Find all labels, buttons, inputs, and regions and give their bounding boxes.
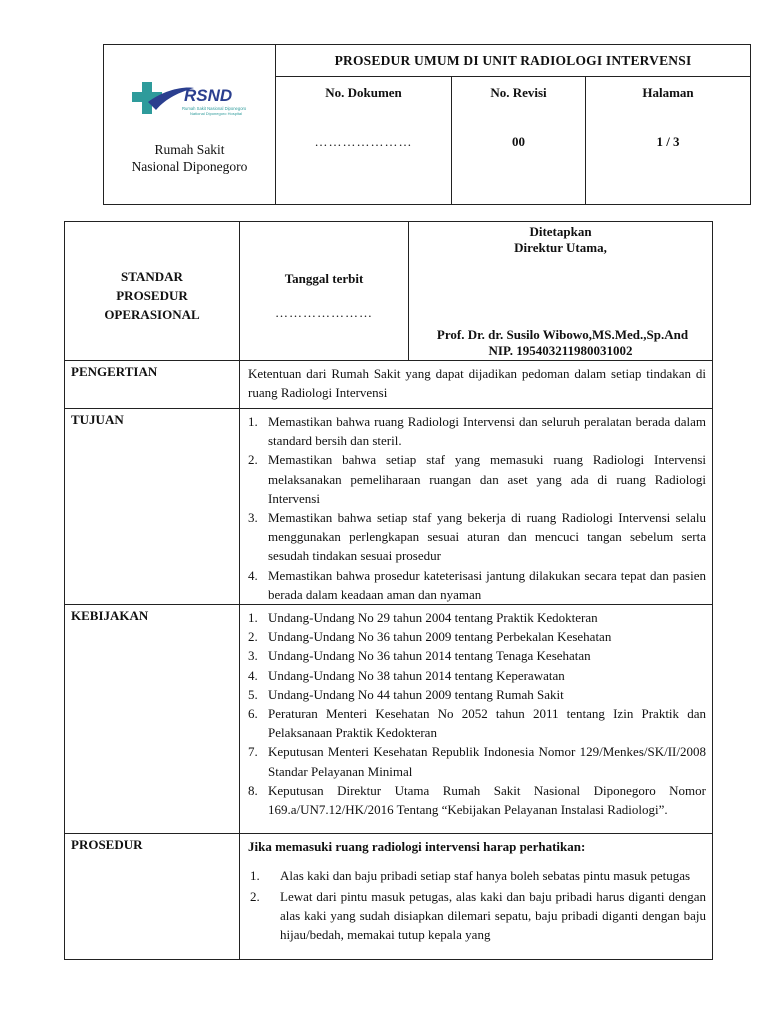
logo-subtext-1: Rumah Sakit Nasional Diponegoro: [181, 106, 246, 111]
prosedur-item-text: Lewat dari pintu masuk petugas, alas kaki dan baju pribadi harus diganti dengan alas kaki yang sudah disiapkan dilemari sepatu, baju pribadi diganti dengan baju hijau/bedah, memakai tutup kepala yang: [280, 888, 706, 943]
tujuan-item-number: 3.: [248, 510, 258, 526]
kebijakan-item-number: 6.: [248, 706, 258, 722]
kebijakan-item-number: 5.: [248, 686, 258, 702]
tujuan-item-number: 2.: [248, 452, 258, 468]
tujuan-item-number: 4.: [248, 567, 258, 583]
pengertian-text: Ketentuan dari Rumah Sakit yang dapat dijadikan pedoman dalam setiap tindakan di ruang Radiologi Intervensi: [240, 361, 713, 409]
kebijakan-item: [248, 685, 706, 704]
tanggal-terbit-cell: [240, 222, 409, 361]
signatory-nip: NIP. 195403211980031002: [488, 343, 633, 358]
ditetapkan-cell: [409, 222, 713, 361]
prosedur-label: PROSEDUR: [65, 834, 240, 960]
kebijakan-item-text: Undang-Undang No 36 tahun 2009 tentang Perbekalan Kesehatan: [268, 629, 612, 645]
hospital-identity-cell: [104, 45, 276, 205]
prosedur-list: [248, 866, 706, 944]
prosedur-item: [250, 887, 706, 945]
direktur-label: Direktur Utama,: [514, 240, 607, 255]
no-dokumen-cell: [276, 77, 452, 205]
logo-text: RSND: [183, 86, 232, 105]
kebijakan-item-text: Keputusan Menteri Kesehatan Republik Indonesia Nomor 129/Menkes/SK/II/2008 Standar Pelayanan Minimal: [268, 744, 706, 779]
prosedur-intro: Jika memasuki ruang radiologi intervensi harap perhatikan:: [248, 839, 586, 855]
tujuan-item-number: 1.: [248, 414, 258, 429]
kebijakan-content: [240, 605, 713, 834]
hospital-name: Rumah Sakit Nasional Diponegoro: [131, 142, 248, 174]
prosedur-item-text: Alas kaki dan baju pribadi setiap staf hanya boleh sebatas pintu masuk petugas: [280, 868, 691, 884]
kebijakan-item-text: Undang-Undang No 44 tahun 2009 tentang Rumah Sakit: [268, 686, 564, 702]
tujuan-label: TUJUAN: [65, 409, 240, 605]
tujuan-item: [248, 566, 706, 604]
no-revisi-cell: [452, 77, 586, 205]
kebijakan-item-text: Keputusan Direktur Utama Rumah Sakit Nasional Diponegoro Nomor 169.a/UN7.12/HK/2016 Tentang “Kebijakan Pelayanan Instalasi Radiologi”.: [268, 782, 706, 818]
tujuan-list: [248, 412, 706, 604]
tujuan-item: [248, 450, 706, 508]
no-revisi-value: 00: [512, 134, 525, 149]
halaman-label: Halaman: [642, 85, 694, 100]
kebijakan-item-text: Undang-Undang No 29 tahun 2004 tentang Praktik Kedokteran: [268, 610, 598, 626]
kebijakan-item: [248, 781, 706, 819]
document-title: PROSEDUR UMUM DI UNIT RADIOLOGI INTERVENSI: [276, 45, 751, 77]
tanggal-terbit-value: …………………: [275, 304, 373, 320]
kebijakan-list: [248, 608, 706, 819]
kebijakan-item-text: Undang-Undang No 36 tahun 2014 tentang Tenaga Kesehatan: [268, 648, 591, 664]
tujuan-item-text: Memastikan bahwa ruang Radiologi Intervensi dan seluruh peralatan berada dalam standard bersih dan steril.: [268, 414, 706, 449]
sop-table: [64, 221, 713, 960]
prosedur-item: [250, 866, 706, 885]
kebijakan-label: KEBIJAKAN: [65, 605, 240, 834]
halaman-cell: [586, 77, 751, 205]
kebijakan-item: [248, 704, 706, 742]
no-dokumen-value: …………………: [314, 134, 413, 149]
prosedur-content: [240, 834, 713, 960]
prosedur-item-number: 2.: [250, 888, 260, 904]
tujuan-content: [240, 409, 713, 605]
kebijakan-item-number: 7.: [248, 744, 258, 760]
tujuan-item-text: Memastikan bahwa setiap staf yang bekerja di ruang Radiologi Intervensi selalu menggunakan perlengkapan sesuai aturan dan mencuci tangan sebelum serta sesudah tindakan sesuai prosedur: [268, 510, 706, 564]
kebijakan-item: [248, 742, 706, 780]
tujuan-item-text: Memastikan bahwa prosedur kateterisasi jantung dilakukan secara tepat dan pasien berada dalam keadaan aman dan nyaman: [268, 567, 706, 602]
kebijakan-item-number: 2.: [248, 629, 258, 645]
tujuan-item: [248, 412, 706, 450]
tujuan-item-text: Memastikan bahwa setiap staf yang memasuki ruang Radiologi Intervensi melaksanakan pemeliharaan ruangan dan aset yang ada di ruang Radiologi Intervensi: [268, 452, 706, 506]
kebijakan-item-number: 1.: [248, 610, 258, 626]
signatory-name: Prof. Dr. dr. Susilo Wibowo,MS.Med.,Sp.And: [436, 327, 689, 342]
hospital-logo: [128, 76, 252, 126]
kebijakan-item-text: Undang-Undang No 38 tahun 2014 tentang Keperawatan: [268, 667, 565, 683]
tujuan-item: [248, 508, 706, 566]
sop-title-cell: STANDAR PROSEDUR OPERASIONAL: [65, 222, 240, 361]
kebijakan-item: [248, 646, 706, 665]
tanggal-terbit-label: Tanggal terbit: [284, 270, 364, 286]
ditetapkan-label: Ditetapkan: [529, 224, 592, 239]
kebijakan-item: [248, 627, 706, 646]
logo-subtext-2: National Diponegoro Hospital: [189, 111, 242, 116]
halaman-value: 1 / 3: [656, 134, 680, 149]
kebijakan-item: [248, 666, 706, 685]
document-header-table: [103, 44, 751, 205]
kebijakan-item-text: Peraturan Menteri Kesehatan No 2052 tahun 2011 tentang Izin Praktik dan Pelaksanaan Praktik Kedokteran: [268, 706, 706, 741]
kebijakan-item-number: 8.: [248, 782, 258, 798]
prosedur-item-number: 1.: [250, 868, 260, 884]
kebijakan-item-number: 3.: [248, 648, 258, 664]
no-revisi-label: No. Revisi: [490, 85, 547, 100]
kebijakan-item: [248, 608, 706, 627]
pengertian-label: PENGERTIAN: [65, 361, 240, 409]
no-dokumen-label: No. Dokumen: [325, 85, 402, 100]
kebijakan-item-number: 4.: [248, 667, 258, 683]
